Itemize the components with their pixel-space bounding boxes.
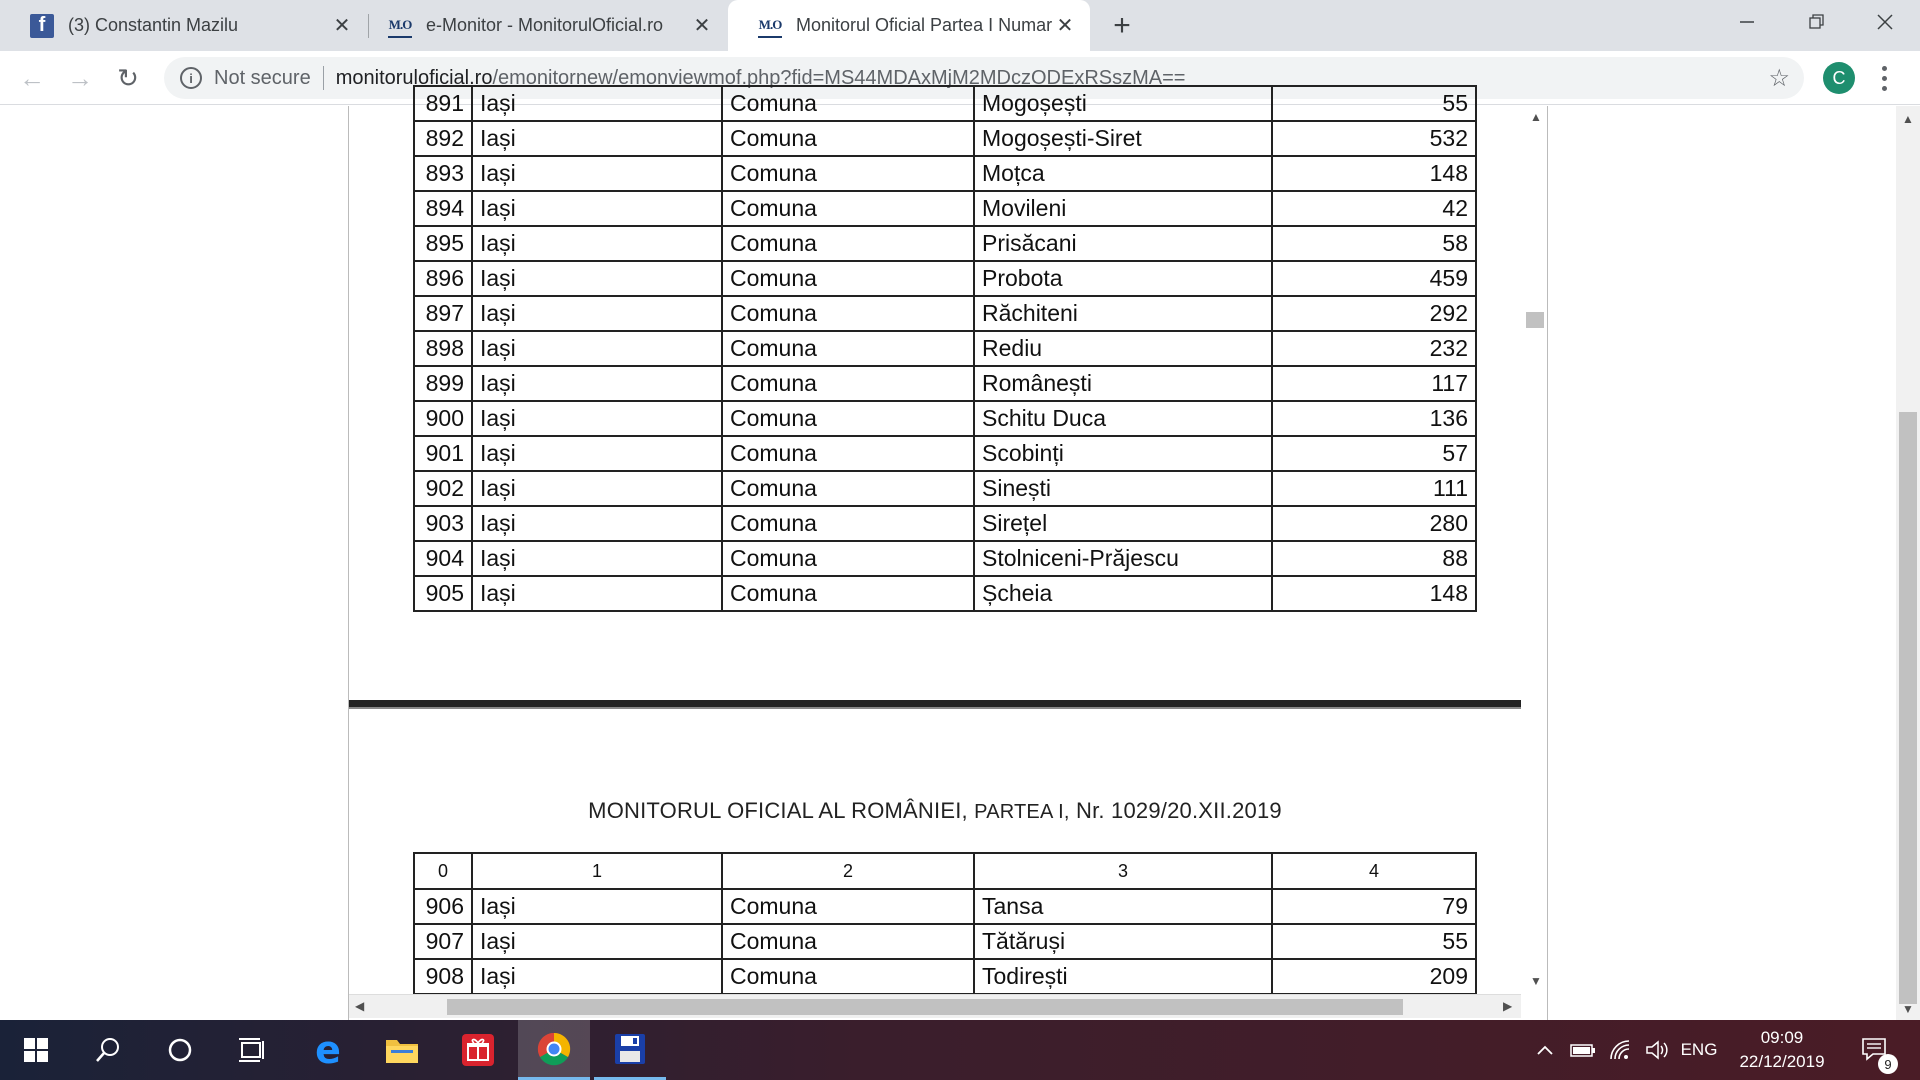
reload-icon: ↻ xyxy=(117,62,139,93)
cell-county: Iași xyxy=(472,959,722,994)
restore-button[interactable] xyxy=(1782,0,1852,44)
header-issue: Nr. 1029/20.XII.2019 xyxy=(1076,798,1282,823)
table-row xyxy=(414,576,1476,611)
cell-locality: Sinești xyxy=(974,471,1272,506)
tab-facebook[interactable] xyxy=(0,0,368,51)
cell-type: Comuna xyxy=(722,436,974,471)
cell-county: Iași xyxy=(472,924,722,959)
cell-type: Comuna xyxy=(722,261,974,296)
cell-number: 908 xyxy=(414,959,472,994)
viewer-vertical-scroll-thumb[interactable] xyxy=(1526,312,1544,328)
profile-avatar[interactable]: C xyxy=(1823,62,1855,94)
scroll-down-arrow-icon[interactable]: ▼ xyxy=(1530,974,1542,988)
system-clock[interactable] xyxy=(1722,1026,1842,1074)
cell-locality: Movileni xyxy=(974,191,1272,226)
column-header: 0 xyxy=(414,853,472,889)
url-path: /emonitornew/emonviewmof.php?fid=MS44MDAxMjM2MDczODExRSszMA== xyxy=(492,66,1186,89)
forward-arrow-icon: → xyxy=(67,62,93,93)
cell-value: 459 xyxy=(1272,261,1476,296)
minimize-button[interactable] xyxy=(1712,0,1782,44)
edge-icon: e xyxy=(315,1028,341,1072)
cell-type: Comuna xyxy=(722,541,974,576)
cell-value: 88 xyxy=(1272,541,1476,576)
battery-icon xyxy=(1570,1043,1596,1057)
cell-locality: Scobinți xyxy=(974,436,1272,471)
cell-county: Iași xyxy=(472,889,722,924)
cell-type: Comuna xyxy=(722,296,974,331)
cell-locality: Todirești xyxy=(974,959,1272,994)
clock-date: 22/12/2019 xyxy=(1739,1052,1825,1071)
back-button[interactable] xyxy=(14,60,50,96)
table-row xyxy=(414,331,1476,366)
cell-locality: Probota xyxy=(974,261,1272,296)
save-app-icon xyxy=(614,1033,646,1065)
cell-type: Comuna xyxy=(722,226,974,261)
cell-type: Comuna xyxy=(722,121,974,156)
cell-type: Comuna xyxy=(722,471,974,506)
cortana-icon xyxy=(167,1037,193,1063)
menu-dot xyxy=(1882,66,1887,71)
cell-county: Iași xyxy=(472,86,722,121)
cell-value: 55 xyxy=(1272,924,1476,959)
cell-value: 58 xyxy=(1272,226,1476,261)
cell-value: 280 xyxy=(1272,506,1476,541)
viewer-vertical-scrollbar[interactable] xyxy=(1521,106,1547,996)
table-row xyxy=(414,226,1476,261)
cell-value: 42 xyxy=(1272,191,1476,226)
cell-type: Comuna xyxy=(722,959,974,994)
cell-county: Iași xyxy=(472,436,722,471)
table-row xyxy=(414,191,1476,226)
cell-value: 136 xyxy=(1272,401,1476,436)
task-view-icon xyxy=(238,1037,266,1063)
cell-number: 903 xyxy=(414,506,472,541)
cell-type: Comuna xyxy=(722,191,974,226)
url-host: monitoruloficial.ro xyxy=(335,66,493,89)
tab-strip xyxy=(0,0,1920,51)
table-row xyxy=(414,296,1476,331)
input-language[interactable]: ENG xyxy=(1680,1040,1718,1059)
cell-type: Comuna xyxy=(722,889,974,924)
scroll-left-arrow-icon[interactable]: ◀ xyxy=(355,999,365,1013)
cell-number: 895 xyxy=(414,226,472,261)
cell-type: Comuna xyxy=(722,576,974,611)
cell-type: Comuna xyxy=(722,506,974,541)
cell-type: Comuna xyxy=(722,86,974,121)
cell-locality: Schitu Duca xyxy=(974,401,1272,436)
gift-app-icon xyxy=(462,1034,494,1066)
cell-locality: Românești xyxy=(974,366,1272,401)
cell-county: Iași xyxy=(472,156,722,191)
cell-number: 891 xyxy=(414,86,472,121)
cell-county: Iași xyxy=(472,226,722,261)
cell-value: 111 xyxy=(1272,471,1476,506)
cell-value: 209 xyxy=(1272,959,1476,994)
viewer-horizontal-scrollbar[interactable] xyxy=(349,994,1521,1018)
file-explorer-taskbar-button[interactable] xyxy=(366,1020,438,1080)
chrome-icon xyxy=(537,1032,571,1066)
cell-type: Comuna xyxy=(722,156,974,191)
cell-locality: Șcheia xyxy=(974,576,1272,611)
monitorul-oficial-icon: M.O xyxy=(388,14,412,38)
search-icon xyxy=(95,1037,121,1063)
document-page-upper xyxy=(349,90,1521,700)
cell-value: 292 xyxy=(1272,296,1476,331)
restore-icon xyxy=(1809,14,1825,30)
table-header-row xyxy=(414,853,1476,889)
back-arrow-icon: ← xyxy=(19,62,45,93)
cell-locality: Rediu xyxy=(974,331,1272,366)
cell-county: Iași xyxy=(472,576,722,611)
cell-locality: Răchiteni xyxy=(974,296,1272,331)
start-button[interactable] xyxy=(0,1020,72,1080)
facebook-icon: f xyxy=(30,14,54,38)
wifi-icon xyxy=(1609,1039,1633,1061)
close-tab-icon[interactable]: ✕ xyxy=(693,15,711,37)
info-icon[interactable]: i xyxy=(180,67,202,89)
reload-button[interactable] xyxy=(110,60,146,96)
page-content xyxy=(0,90,1920,1020)
taskbar-search-button[interactable] xyxy=(72,1020,144,1080)
scroll-down-arrow-icon[interactable]: ▼ xyxy=(1902,1002,1914,1016)
cell-number: 900 xyxy=(414,401,472,436)
cell-locality: Tansa xyxy=(974,889,1272,924)
cell-locality: Mogoșești-Siret xyxy=(974,121,1272,156)
table-row xyxy=(414,959,1476,994)
clock-time: 09:09 xyxy=(1760,1028,1804,1047)
security-label: Not secure xyxy=(214,66,311,89)
cell-value: 117 xyxy=(1272,366,1476,401)
table-row xyxy=(414,156,1476,191)
file-explorer-icon xyxy=(385,1036,419,1064)
cell-county: Iași xyxy=(472,261,722,296)
cell-number: 892 xyxy=(414,121,472,156)
battery-status[interactable] xyxy=(1566,1020,1600,1080)
cell-county: Iași xyxy=(472,331,722,366)
edge-taskbar-button[interactable] xyxy=(292,1020,364,1080)
page-separator-shadow xyxy=(349,707,1521,709)
cell-number: 898 xyxy=(414,331,472,366)
table-row xyxy=(414,436,1476,471)
cell-number: 905 xyxy=(414,576,472,611)
network-status[interactable] xyxy=(1604,1020,1638,1080)
cell-type: Comuna xyxy=(722,924,974,959)
bookmark-star-icon[interactable]: ☆ xyxy=(1768,65,1790,92)
volume-icon xyxy=(1645,1039,1669,1061)
cell-number: 901 xyxy=(414,436,472,471)
tab-e-monitor[interactable] xyxy=(358,0,728,51)
close-icon xyxy=(1877,14,1893,30)
cell-type: Comuna xyxy=(722,366,974,401)
page-vertical-scroll-thumb[interactable] xyxy=(1899,412,1917,1004)
tab-title: e-Monitor - MonitorulOficial.ro xyxy=(426,15,664,35)
cell-number: 897 xyxy=(414,296,472,331)
cell-county: Iași xyxy=(472,471,722,506)
cell-county: Iași xyxy=(472,366,722,401)
cell-county: Iași xyxy=(472,401,722,436)
cell-number: 902 xyxy=(414,471,472,506)
cell-number: 907 xyxy=(414,924,472,959)
cell-locality: Tătăruși xyxy=(974,924,1272,959)
notification-badge: 9 xyxy=(1878,1054,1898,1074)
close-window-button[interactable] xyxy=(1850,0,1920,44)
table-row xyxy=(414,924,1476,959)
page-separator xyxy=(349,700,1521,707)
scroll-right-arrow-icon[interactable]: ▶ xyxy=(1503,999,1513,1013)
scroll-up-arrow-icon[interactable]: ▲ xyxy=(1530,110,1542,124)
cell-county: Iași xyxy=(472,121,722,156)
header-part: PARTEA I, xyxy=(974,801,1070,823)
viewer-horizontal-scroll-thumb[interactable] xyxy=(447,999,1403,1015)
table-row xyxy=(414,541,1476,576)
document-page-header xyxy=(349,798,1521,824)
cell-type: Comuna xyxy=(722,401,974,436)
close-tab-icon[interactable]: ✕ xyxy=(1056,15,1074,37)
table-row xyxy=(414,366,1476,401)
show-hidden-icons-button[interactable] xyxy=(1530,1020,1560,1080)
cell-value: 148 xyxy=(1272,576,1476,611)
windows-logo-icon xyxy=(24,1038,48,1062)
cell-number: 894 xyxy=(414,191,472,226)
table-row xyxy=(414,261,1476,296)
tab-monitorul-oficial-active[interactable] xyxy=(728,0,1090,51)
cell-locality: Mogoșești xyxy=(974,86,1272,121)
data-table-bottom xyxy=(413,852,1477,995)
action-center-button[interactable] xyxy=(1850,1020,1900,1080)
tab-title: (3) Constantin Mazilu xyxy=(68,15,239,35)
scroll-up-arrow-icon[interactable]: ▲ xyxy=(1902,112,1914,126)
minimize-icon xyxy=(1739,14,1755,30)
save-app-taskbar-button[interactable] xyxy=(594,1020,666,1080)
cell-value: 232 xyxy=(1272,331,1476,366)
close-tab-icon[interactable]: ✕ xyxy=(333,15,351,37)
cell-county: Iași xyxy=(472,296,722,331)
cell-county: Iași xyxy=(472,191,722,226)
chevron-up-icon xyxy=(1536,1044,1554,1056)
cell-county: Iași xyxy=(472,541,722,576)
cell-locality: Prisăcani xyxy=(974,226,1272,261)
cell-value: 57 xyxy=(1272,436,1476,471)
cell-value: 532 xyxy=(1272,121,1476,156)
monitorul-oficial-icon: M.O xyxy=(758,14,782,38)
cortana-button[interactable] xyxy=(144,1020,216,1080)
chrome-taskbar-button[interactable] xyxy=(518,1020,590,1080)
table-row xyxy=(414,121,1476,156)
cell-locality: Stolniceni-Prăjescu xyxy=(974,541,1272,576)
cell-locality: Moțca xyxy=(974,156,1272,191)
table-body-bottom xyxy=(414,889,1476,994)
cell-number: 893 xyxy=(414,156,472,191)
cell-value: 55 xyxy=(1272,86,1476,121)
omnibox-divider xyxy=(323,66,324,90)
cell-value: 148 xyxy=(1272,156,1476,191)
gift-app-taskbar-button[interactable] xyxy=(442,1020,514,1080)
table-row xyxy=(414,471,1476,506)
cell-value: 79 xyxy=(1272,889,1476,924)
cell-type: Comuna xyxy=(722,331,974,366)
cell-number: 904 xyxy=(414,541,472,576)
cell-county: Iași xyxy=(472,506,722,541)
windows-taskbar xyxy=(0,1020,1920,1080)
page-vertical-scrollbar[interactable] xyxy=(1896,106,1920,1020)
chrome-menu-button[interactable] xyxy=(1872,63,1896,93)
table-row xyxy=(414,401,1476,436)
cell-locality: Sirețel xyxy=(974,506,1272,541)
cell-number: 896 xyxy=(414,261,472,296)
forward-button[interactable] xyxy=(62,60,98,96)
header-title: MONITORUL OFICIAL AL ROMÂNIEI, xyxy=(588,798,968,823)
cell-number: 899 xyxy=(414,366,472,401)
cell-number: 906 xyxy=(414,889,472,924)
menu-dot xyxy=(1882,86,1887,91)
new-tab-button[interactable]: + xyxy=(1113,9,1131,42)
task-view-button[interactable] xyxy=(216,1020,288,1080)
column-header: 3 xyxy=(974,853,1272,889)
column-header: 1 xyxy=(472,853,722,889)
volume-control[interactable] xyxy=(1640,1020,1674,1080)
pdf-viewer[interactable] xyxy=(348,90,1548,1020)
menu-dot xyxy=(1882,76,1887,81)
table-body-top xyxy=(414,121,1476,611)
column-header: 4 xyxy=(1272,853,1476,889)
tab-title: Monitorul Oficial Partea I Numar xyxy=(796,15,1053,35)
table-row xyxy=(414,506,1476,541)
table-row-partial xyxy=(414,86,1476,121)
table-row xyxy=(414,889,1476,924)
data-table-top xyxy=(413,85,1477,612)
column-header: 2 xyxy=(722,853,974,889)
